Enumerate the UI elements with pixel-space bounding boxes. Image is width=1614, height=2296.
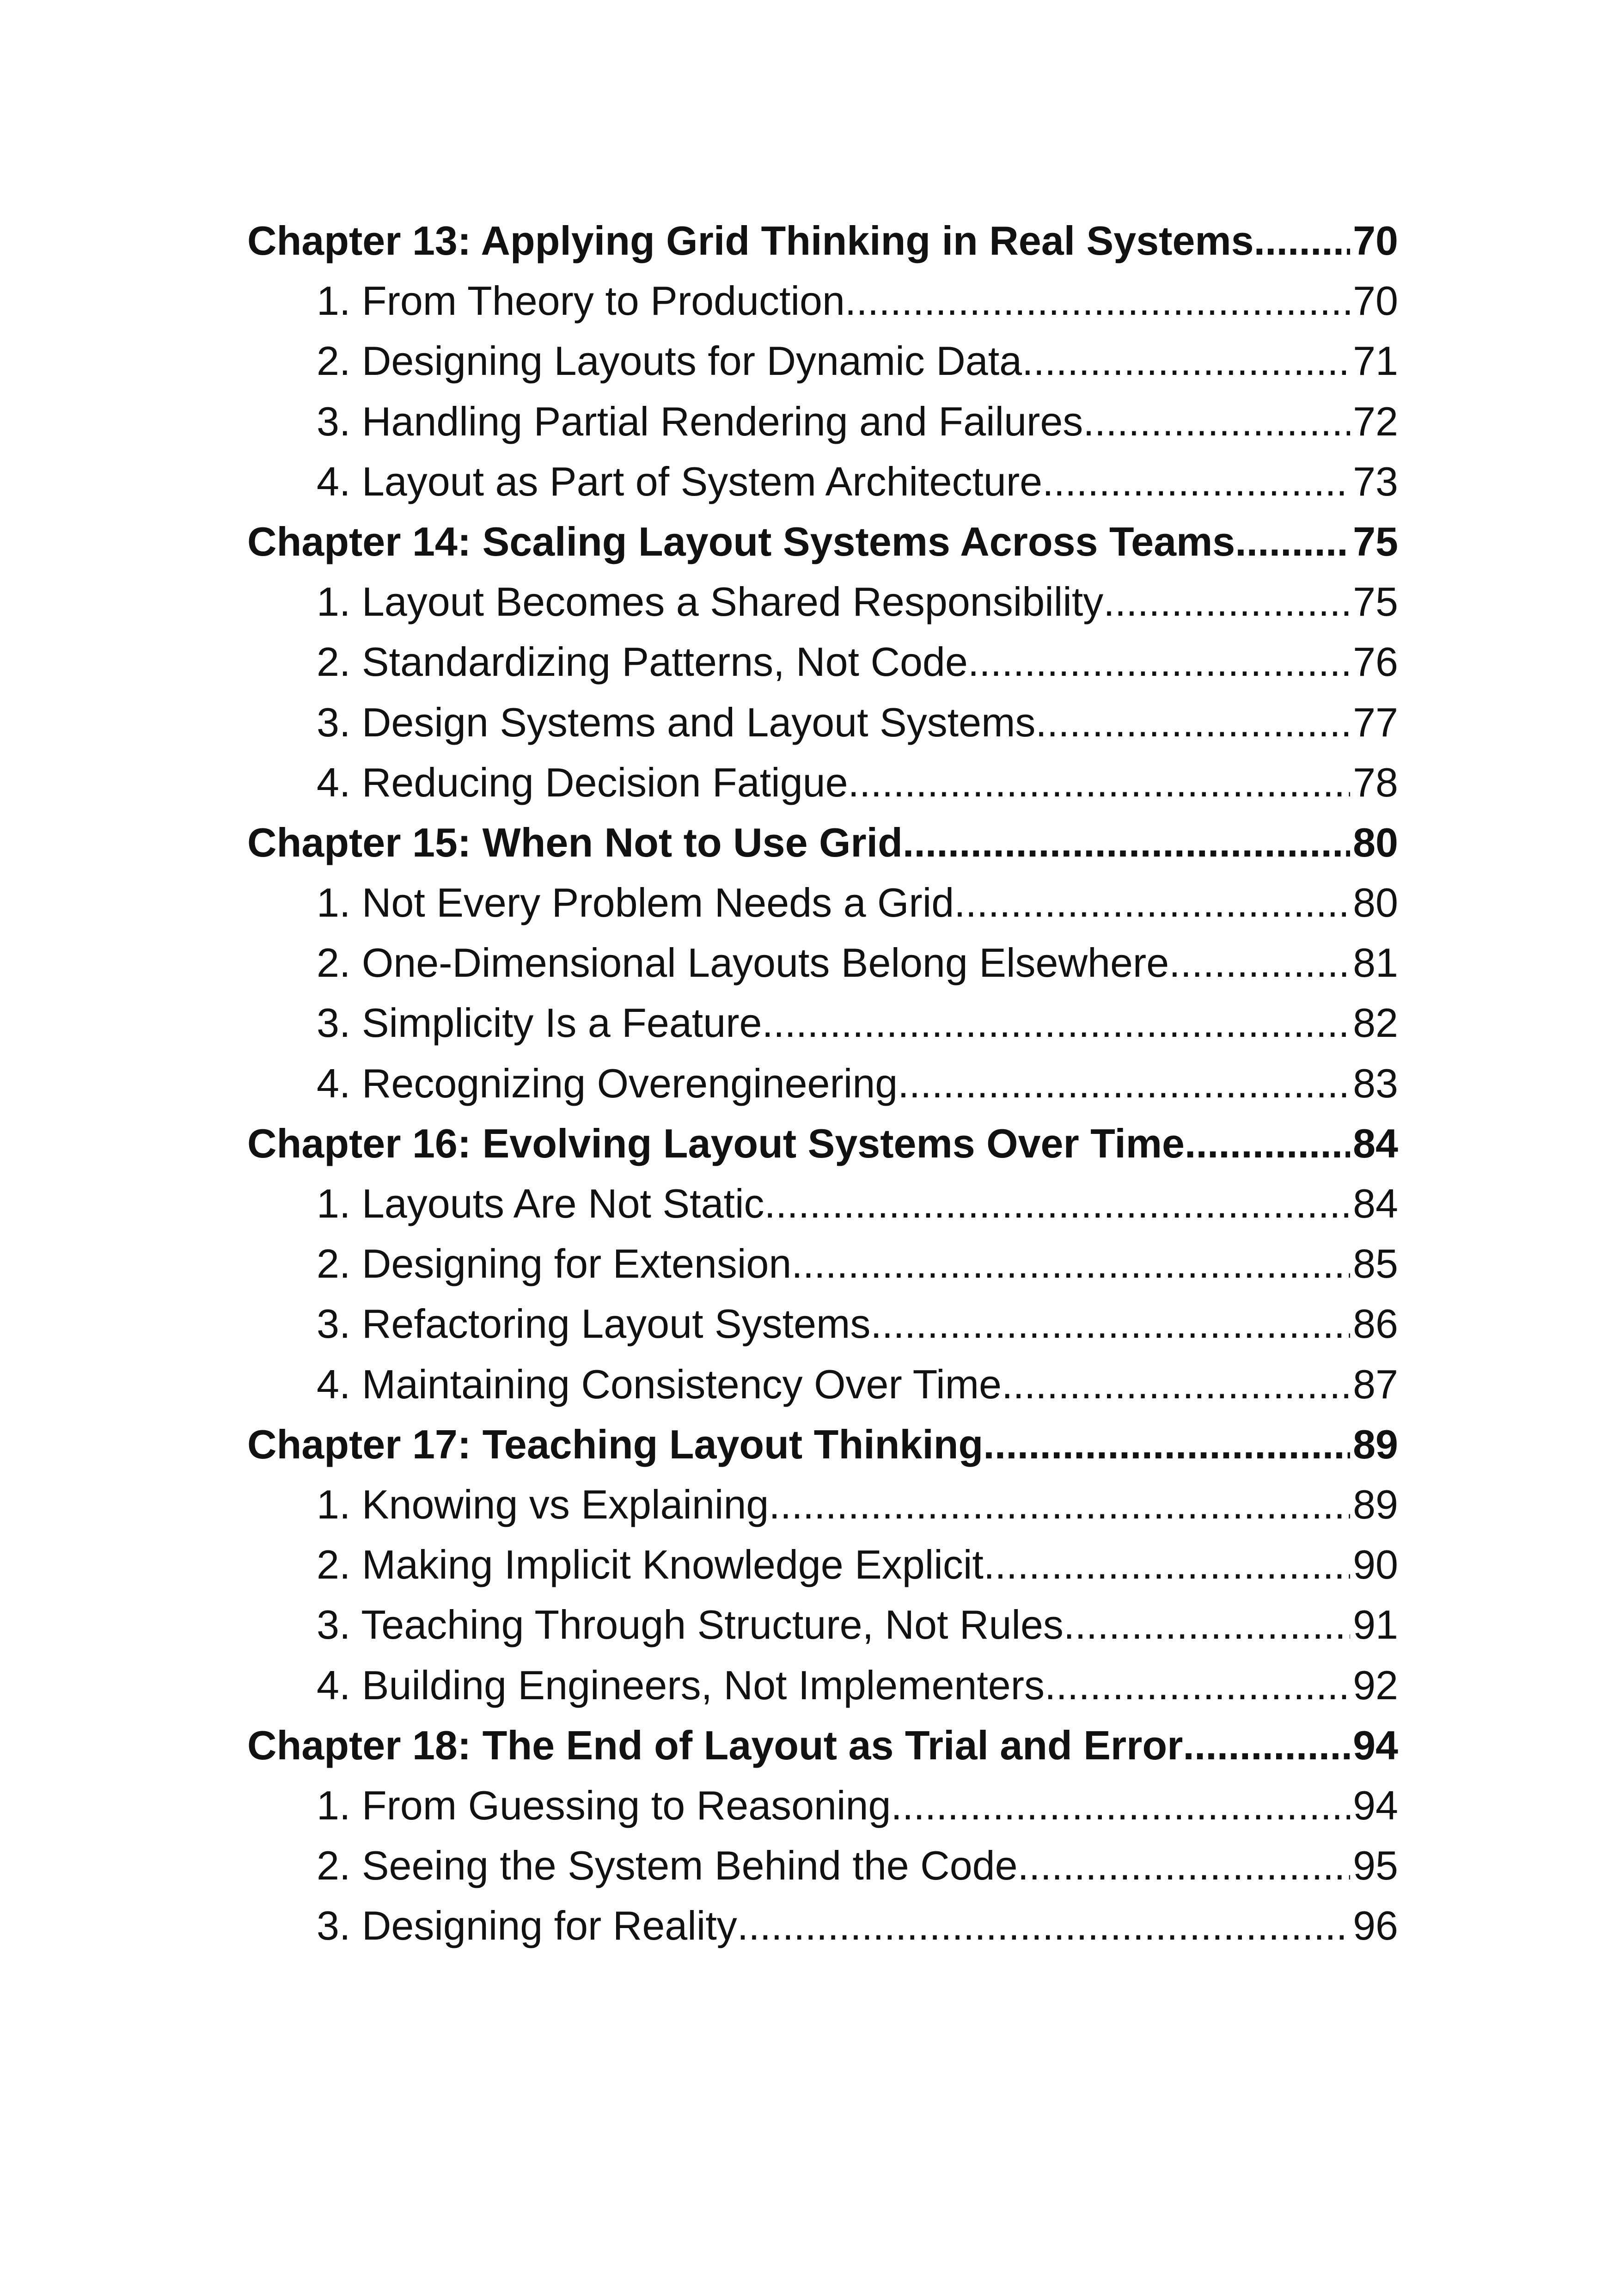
page-number: 71 — [1353, 338, 1398, 384]
page-number: 80 — [1353, 880, 1398, 926]
toc-chapter-entry[interactable] — [247, 211, 1398, 271]
page-number: 70 — [1353, 218, 1398, 263]
page-number: 70 — [1353, 278, 1398, 324]
toc-section-entry[interactable] — [247, 1174, 1398, 1234]
section-title: 3. Refactoring Layout Systems — [317, 1301, 871, 1347]
dot-leader — [1183, 1715, 1350, 1776]
dot-leader — [1035, 692, 1350, 753]
page-number: 89 — [1353, 1481, 1398, 1527]
page-number: 94 — [1353, 1782, 1398, 1828]
dot-leader — [968, 632, 1350, 692]
toc-section-entry[interactable] — [247, 1475, 1398, 1535]
dot-leader — [1235, 512, 1350, 572]
toc-section-entry[interactable] — [247, 1896, 1398, 1956]
toc-chapter-entry[interactable] — [247, 1715, 1398, 1776]
page-number: 87 — [1353, 1361, 1398, 1407]
dot-leader — [891, 1776, 1350, 1836]
toc-section-entry[interactable] — [247, 632, 1398, 692]
page-number: 95 — [1353, 1843, 1398, 1889]
section-title: 3. Simplicity Is a Feature — [317, 1000, 762, 1046]
toc-chapter-entry[interactable] — [247, 1114, 1398, 1174]
page-number: 94 — [1353, 1722, 1398, 1768]
section-title: 2. Designing Layouts for Dynamic Data — [317, 338, 1022, 384]
section-title: 4. Recognizing Overengineering — [317, 1060, 898, 1106]
dot-leader — [1254, 211, 1351, 271]
dot-leader — [954, 873, 1350, 933]
toc-section-entry[interactable] — [247, 392, 1398, 452]
page-number: 73 — [1353, 458, 1398, 504]
section-title: 2. Making Implicit Knowledge Explicit — [317, 1542, 984, 1588]
dot-leader — [1185, 1114, 1350, 1174]
section-title: 2. Seeing the System Behind the Code — [317, 1843, 1018, 1889]
chapter-title: Chapter 17: Teaching Layout Thinking — [247, 1421, 984, 1467]
toc-section-entry[interactable] — [247, 1535, 1398, 1595]
page-number: 96 — [1353, 1903, 1398, 1949]
toc-section-entry[interactable] — [247, 572, 1398, 632]
section-title: 2. Standardizing Patterns, Not Code — [317, 639, 968, 685]
page-number: 86 — [1353, 1301, 1398, 1347]
dot-leader — [898, 1053, 1350, 1114]
toc-section-entry[interactable] — [247, 331, 1398, 391]
section-title: 1. From Guessing to Reasoning — [317, 1782, 891, 1828]
toc-section-entry[interactable] — [247, 1053, 1398, 1114]
toc-section-entry[interactable] — [247, 933, 1398, 993]
dot-leader — [769, 1475, 1350, 1535]
page-number: 72 — [1353, 398, 1398, 444]
toc-section-entry[interactable] — [247, 1294, 1398, 1354]
section-title: 4. Layout as Part of System Architecture — [317, 458, 1043, 504]
toc-section-entry[interactable] — [247, 1776, 1398, 1836]
dot-leader — [762, 993, 1350, 1053]
section-title: 1. Layout Becomes a Shared Responsibility — [317, 579, 1104, 625]
toc-section-entry[interactable] — [247, 1595, 1398, 1655]
page-number: 82 — [1353, 1000, 1398, 1046]
section-title: 4. Building Engineers, Not Implementers — [317, 1662, 1045, 1708]
dot-leader — [1018, 1836, 1351, 1896]
chapter-title: Chapter 18: The End of Layout as Trial and Error — [247, 1722, 1183, 1768]
toc-section-entry[interactable] — [247, 753, 1398, 813]
page-number: 75 — [1353, 579, 1398, 625]
section-title: 2. Designing for Extension — [317, 1241, 792, 1287]
dot-leader — [870, 1294, 1350, 1354]
page-number: 84 — [1353, 1181, 1398, 1226]
toc-chapter-entry[interactable] — [247, 1414, 1398, 1475]
section-title: 4. Maintaining Consistency Over Time — [317, 1361, 1002, 1407]
chapter-title: Chapter 16: Evolving Layout Systems Over Time — [247, 1120, 1185, 1166]
chapter-title: Chapter 14: Scaling Layout Systems Across Teams — [247, 518, 1235, 564]
dot-leader — [845, 271, 1350, 331]
section-title: 1. Not Every Problem Needs a Grid — [317, 880, 954, 926]
dot-leader — [1169, 933, 1350, 993]
page-number: 89 — [1353, 1421, 1398, 1467]
dot-leader — [983, 1414, 1350, 1475]
dot-leader — [764, 1174, 1351, 1234]
section-title: 1. From Theory to Production — [317, 278, 845, 324]
page-number: 80 — [1353, 819, 1398, 865]
toc-section-entry[interactable] — [247, 1354, 1398, 1414]
dot-leader — [1022, 331, 1350, 391]
section-title: 3. Teaching Through Structure, Not Rules — [317, 1602, 1064, 1648]
toc-section-entry[interactable] — [247, 271, 1398, 331]
toc-chapter-entry[interactable] — [247, 813, 1398, 873]
dot-leader — [1103, 572, 1350, 632]
page-number: 84 — [1353, 1120, 1398, 1166]
dot-leader — [1083, 392, 1350, 452]
toc-section-entry[interactable] — [247, 993, 1398, 1053]
page-number: 75 — [1353, 518, 1398, 564]
section-title: 3. Designing for Reality — [317, 1903, 737, 1949]
dot-leader — [1002, 1354, 1350, 1414]
chapter-title: Chapter 13: Applying Grid Thinking in Real Systems — [247, 218, 1254, 263]
section-title: 3. Design Systems and Layout Systems — [317, 699, 1036, 745]
section-title: 4. Reducing Decision Fatigue — [317, 759, 848, 805]
toc-chapter-entry[interactable] — [247, 512, 1398, 572]
dot-leader — [848, 753, 1351, 813]
page-number: 90 — [1353, 1542, 1398, 1588]
page-number: 81 — [1353, 940, 1398, 986]
page-number: 91 — [1353, 1602, 1398, 1648]
toc-section-entry[interactable] — [247, 1836, 1398, 1896]
page-number: 77 — [1353, 699, 1398, 745]
toc-section-entry[interactable] — [247, 692, 1398, 753]
dot-leader — [791, 1234, 1350, 1294]
section-title: 3. Handling Partial Rendering and Failures — [317, 398, 1083, 444]
toc-section-entry[interactable] — [247, 452, 1398, 512]
table-of-contents — [247, 211, 1398, 1956]
dot-leader — [737, 1896, 1350, 1956]
page-number: 78 — [1353, 759, 1398, 805]
toc-section-entry[interactable] — [247, 1234, 1398, 1294]
dot-leader — [1045, 1655, 1350, 1715]
page-number: 92 — [1353, 1662, 1398, 1708]
chapter-title: Chapter 15: When Not to Use Grid — [247, 819, 903, 865]
dot-leader — [1042, 452, 1350, 512]
section-title: 2. One-Dimensional Layouts Belong Elsewhere — [317, 940, 1169, 986]
toc-section-entry[interactable] — [247, 873, 1398, 933]
section-title: 1. Layouts Are Not Static — [317, 1181, 764, 1226]
section-title: 1. Knowing vs Explaining — [317, 1481, 769, 1527]
page-number: 85 — [1353, 1241, 1398, 1287]
dot-leader — [903, 813, 1350, 873]
dot-leader — [984, 1535, 1350, 1595]
dot-leader — [1064, 1595, 1350, 1655]
toc-section-entry[interactable] — [247, 1655, 1398, 1715]
page-number: 83 — [1353, 1060, 1398, 1106]
page-number: 76 — [1353, 639, 1398, 685]
